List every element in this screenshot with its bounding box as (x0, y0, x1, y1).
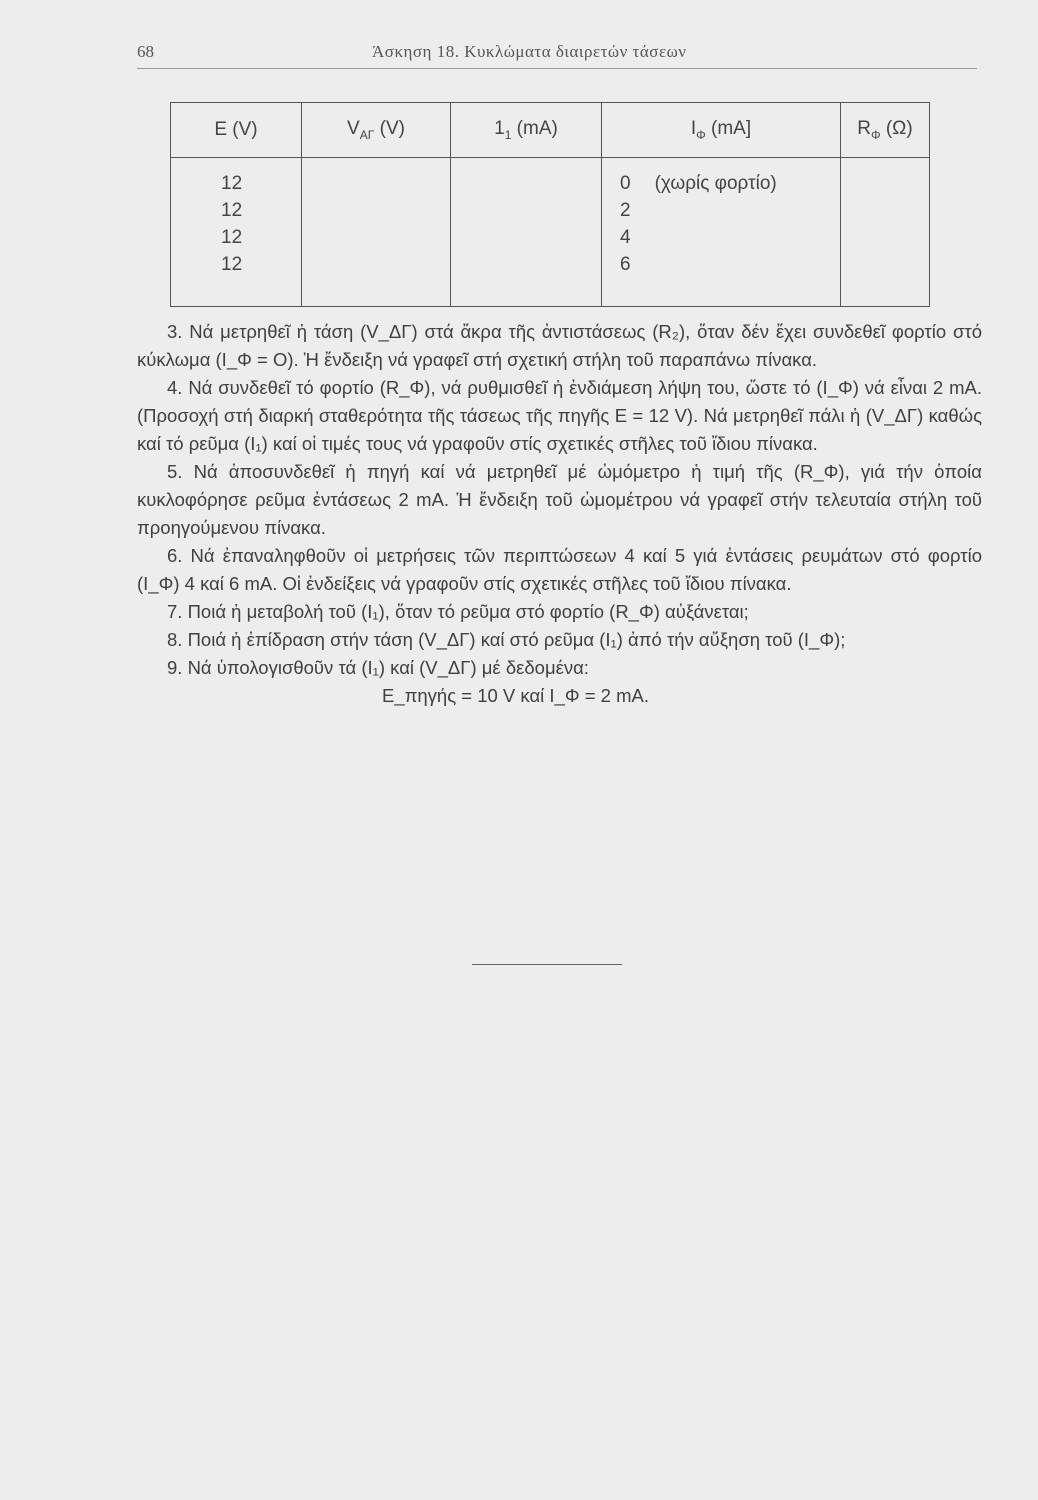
e-value: 12 (221, 227, 243, 248)
closing-divider (472, 964, 622, 965)
cell-i-phi-values (602, 158, 841, 307)
cell-i1-empty (451, 158, 602, 307)
instruction-item-3: 3. Νά μετρηθεῖ ἡ τάση (V_ΔΓ) στά ἄκρα τῆς ἀντιστάσεως (R₂), ὅταν δέν ἔχει συνδεθεῖ φορτίο στό κύκλωμα (I_Φ = O). Ἡ ἔνδειξη νά γραφεῖ στή σχετική στήλη τοῦ παραπάνω πίνακα. (137, 321, 982, 370)
page-header (137, 42, 977, 69)
instruction-item-7: 7. Ποιά ἡ μεταβολή τοῦ (I₁), ὅταν τό ρεῦμα στό φορτίο (R_Φ) αὐξάνεται; (167, 601, 749, 622)
cell-e-values (171, 158, 302, 307)
table-header-row (171, 103, 930, 158)
page-number: 68 (137, 42, 154, 61)
i-phi-value: 4 (620, 227, 631, 248)
no-load-note: (χωρίς φορτίο) (654, 173, 777, 194)
column-header-v-ag: $V_{A\Gamma}$ (V) (302, 103, 451, 158)
cell-v-ag-empty (302, 158, 451, 307)
i-phi-value: 2 (620, 200, 631, 221)
running-title: Άσκηση 18. Κυκλώματα διαιρετών τάσεων (372, 42, 687, 61)
measurement-table (170, 102, 930, 307)
e-value: 12 (221, 173, 243, 194)
column-header-r-phi: $R_\Phi$ (Ω) (841, 103, 930, 158)
instructions-text (137, 318, 982, 710)
i-phi-value: 0 (620, 173, 631, 194)
column-header-i-phi: $I_\Phi$ (mA] (602, 103, 841, 158)
instruction-item-6: 6. Νά ἐπαναληφθοῦν οἱ μετρήσεις τῶν περιπτώσεων 4 καί 5 γιά ἐντάσεις ρευμάτων στό φορτίο (I_Φ) 4 καί 6 mA. Οἱ ἐνδείξεις νά γραφοῦν στίς σχετικές στῆλες τοῦ ἴδιου πίνακα. (137, 545, 982, 594)
instruction-item-4: 4. Νά συνδεθεῖ τό φορτίο (R_Φ), νά ρυθμισθεῖ ἡ ἐνδιάμεση λήψη του, ὥστε τό (I_Φ) νά εἶναι 2 mA. (Προσοχή στή διαρκή σταθερότητα τῆς τάσεως τῆς πηγῆς E = 12 V). Νά μετρηθεῖ πάλι ἡ (V_ΔΓ) καθώς καί τό ρεῦμα (I₁) καί οἱ τιμές τους νά γραφοῦν στίς σχετικές στῆλες τοῦ ἴδιου πίνακα. (137, 377, 982, 454)
given-data-formula: E_πηγής = 10 V καί I_Φ = 2 mA. (382, 685, 649, 706)
e-value: 12 (221, 254, 243, 275)
e-value: 12 (221, 200, 243, 221)
instruction-item-9: 9. Νά ὑπολογισθοῦν τά (I₁) καί (V_ΔΓ) μέ δεδομένα: (167, 657, 589, 678)
i-phi-value: 6 (620, 254, 631, 275)
column-header-e: E (V) (171, 103, 302, 158)
instruction-item-8: 8. Ποιά ἡ ἐπίδραση στήν τάση (V_ΔΓ) καί στό ρεῦμα (I₁) ἀπό τήν αὔξηση τοῦ (I_Φ); (167, 629, 846, 650)
instruction-item-5: 5. Νά ἀποσυνδεθεῖ ἡ πηγή καί νά μετρηθεῖ μέ ὠμόμετρο ἡ τιμή τῆς (R_Φ), γιά τήν ὁποία κυκλοφόρησε ρεῦμα ἐντάσεως 2 mA. Ἡ ἔνδειξη τοῦ ὠμομέτρου νά γραφεῖ στήν τελευταία στήλη τοῦ προηγούμενου πίνακα. (137, 461, 982, 538)
column-header-i1: $1_1$ (mA) (451, 103, 602, 158)
table-row (171, 158, 930, 307)
cell-r-phi-empty (841, 158, 930, 307)
